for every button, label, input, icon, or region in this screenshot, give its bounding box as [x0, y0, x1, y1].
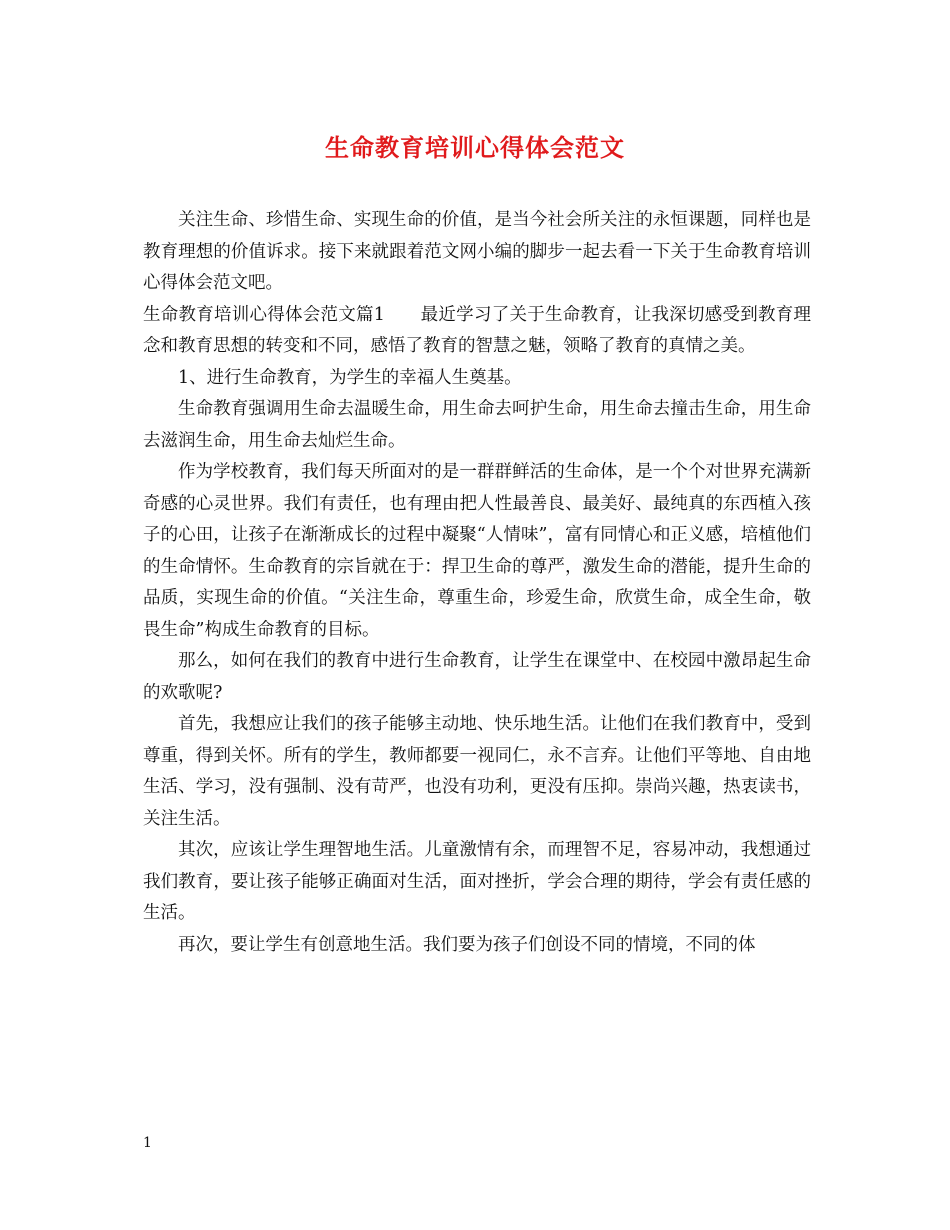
paragraph: 首先，我想应让我们的孩子能够主动地、快乐地生活。让他们在我们教育中，受到尊重，得到关怀。所有的学生，教师都要一视同仁，永不言弃。让他们平等地、自由地生活、学习，没有强制、没有苛严，也没有功利，更没有压抑。崇尚兴趣，热衷读书，关注生活。 — [143, 714, 811, 829]
paragraph-section-heading: 生命教育培训心得体会范文篇1 最近学习了关于生命教育，让我深切感受到教育理念和教育思想的转变和不同，感悟了教育的智慧之魅，领略了教育的真情之美。 — [143, 304, 811, 356]
paragraph: 其次，应该让学生理智地生活。儿童激情有余，而理智不足，容易冲动，我想通过我们教育，要让孩子能够正确面对生活，面对挫折，学会合理的期待，学会有责任感的生活。 — [143, 840, 811, 923]
paragraph: 作为学校教育，我们每天所面对的是一群群鲜活的生命体，是一个个对世界充满新奇感的心灵世界。我们有责任，也有理由把人性最善良、最美好、最纯真的东西植入孩子的心田，让孩子在渐渐成长的过程中凝聚“人情味”，富有同情心和正义感，培植他们的生命情怀。生命教育的宗旨就在于：捍卫生命的尊严，激发生命的潜能，提升生命的品质，实现生命的价值。“关注生命，尊重生命，珍爱生命，欣赏生命，成全生命，敬畏生命”构成生命教育的目标。 — [143, 462, 811, 640]
paragraph-point-1: 1、进行生命教育，为学生的幸福人生奠基。 — [178, 367, 522, 388]
page-number: 1 — [143, 1135, 152, 1151]
paragraph: 生命教育强调用生命去温暖生命，用生命去呵护生命，用生命去撞击生命，用生命去滋润生命，用生命去灿烂生命。 — [143, 399, 811, 451]
paragraph: 再次，要让学生有创意地生活。我们要为孩子们创设不同的情境，不同的体 — [178, 934, 756, 955]
document-title: 生命教育培训心得体会范文 — [325, 133, 625, 162]
paragraph: 那么，如何在我们的教育中进行生命教育，让学生在课堂中、在校园中激昂起生命的欢歌呢? — [143, 651, 811, 703]
paragraph-intro: 关注生命、珍惜生命、实现生命的价值，是当今社会所关注的永恒课题，同样也是教育理想的价值诉求。接下来就跟着范文网小编的脚步一起去看一下关于生命教育培训心得体会范文吧。 — [143, 210, 811, 293]
document-body — [143, 205, 811, 961]
